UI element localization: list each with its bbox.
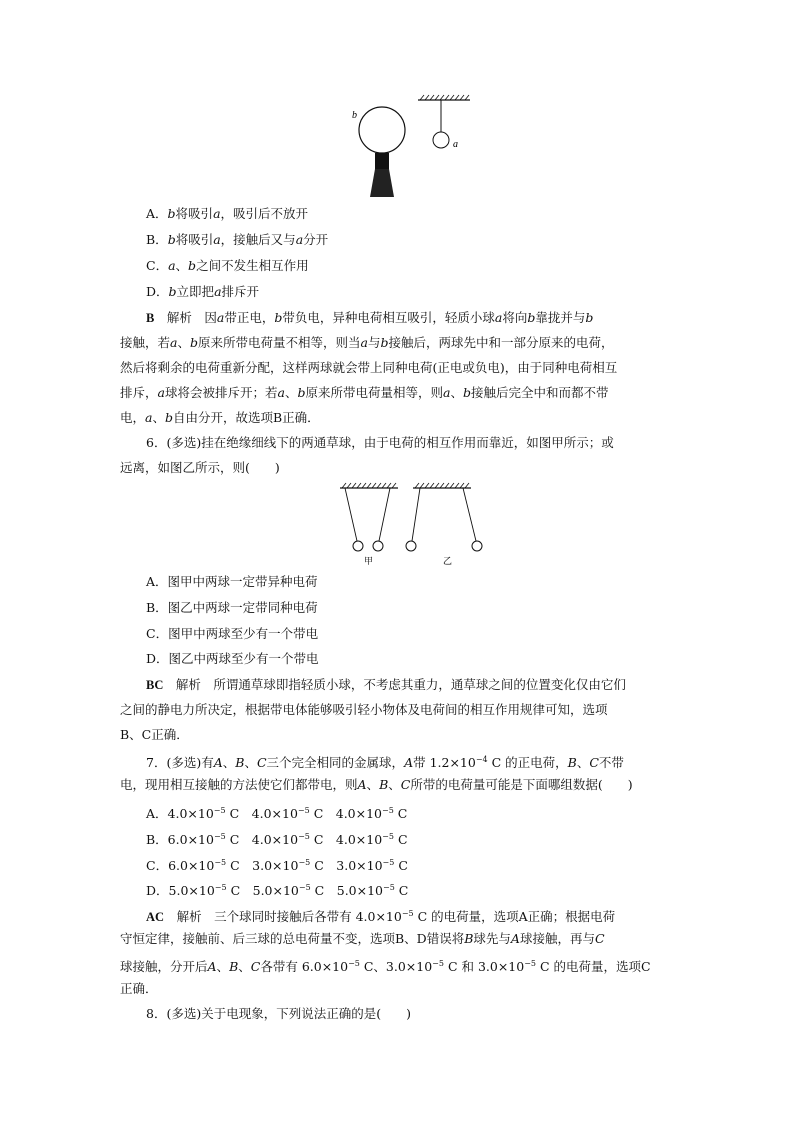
q7-option-b: B．$6.0\times 10^{-5}$ C $4.0\times 10^{-5}$ C $4.0\times 10^{-5}$ C — [146, 832, 408, 847]
q5-option-c: C．a、b之间不发生相互作用 — [146, 258, 309, 273]
q5-option-d: D．b立即把a排斥开 — [146, 284, 260, 299]
q5-analysis-line3: 然后将剩余的电荷重新分配，这样两球就会带上同种电荷(正电或负电)，由于同种电荷相互 — [120, 360, 618, 375]
q7-option-d: D．$5.0\times 10^{-5}$ C $5.0\times 10^{-5}$ C $5.0\times 10^{-5}$ C — [146, 883, 409, 898]
label-jia: 甲 — [364, 556, 374, 566]
q8-stem: 8．(多选)关于电现象，下列说法正确的是( ) — [146, 1006, 411, 1021]
q7-option-c: C．$6.0\times 10^{-5}$ C $3.0\times 10^{-5}$ C $3.0\times 10^{-5}$ C — [146, 858, 408, 873]
q7-stem-line1: 7．(多选)有A、B、C三个完全相同的金属球，A带 $1.2\times 10^{-4}$ C 的正电荷，B、C不带 — [146, 755, 624, 770]
label-a: a — [453, 139, 458, 150]
q5-analysis-line2: 接触，若a、b原来所带电荷量不相等，则当a与b接触后，两球先中和一部分原来的电荷， — [120, 335, 614, 350]
q6-option-a: A．图甲中两球一定带异种电荷 — [146, 574, 318, 589]
q5-option-a: A．b将吸引a，吸引后不放开 — [146, 206, 309, 221]
label-yi: 乙 — [443, 556, 453, 566]
q6-answer: BC — [146, 678, 164, 692]
q7-answer: AC — [146, 910, 165, 924]
q7-analysis-line1: AC 解析 三个球同时接触后各带有 $4.0\times 10^{-5}$ C 的电荷量，选项A正确；根据电荷 — [146, 909, 616, 924]
q6-option-c: C．图甲中两球至少有一个带电 — [146, 626, 319, 641]
q6-stem-line1: 6．(多选)挂在绝缘细线下的两通草球，由于电荷的相互作用而靠近，如图甲所示；或 — [146, 435, 614, 450]
q5-option-b: B．b将吸引a，接触后又与a分开 — [146, 232, 329, 247]
q5-analysis-line4: 排斥，a球将会被排斥开；若a、b原来所带电荷量相等，则a、b接触后完全中和而都不带 — [120, 385, 609, 400]
q6-analysis-line1: BC 解析 所谓通草球即指轻质小球，不考虑其重力，通草球之间的位置变化仅由它们 — [146, 677, 626, 692]
q7-analysis-line3: 球接触，分开后A、B、C各带有 $6.0\times 10^{-5}$ C、$3.0\times 10^{-5}$ C 和 $3.0\times 10^{-5}$ C 的电荷量，选项C — [120, 959, 651, 974]
q6-option-d: D．图乙中两球至少有一个带电 — [146, 651, 319, 666]
q7-analysis-line4: 正确． — [120, 981, 158, 996]
q5-analysis-line1: B 解析 因a带正电，b带负电，异种电荷相互吸引，轻质小球a将向b靠拢并与b — [146, 310, 594, 325]
figure-pith-balls — [0, 480, 794, 570]
figure-charged-spheres — [0, 90, 794, 290]
q6-analysis-line3: B、C正确． — [120, 727, 189, 742]
q6-stem-line2: 远离，如图乙所示，则( ) — [120, 460, 280, 475]
q6-analysis-line2: 之间的静电力所决定，根据带电体能够吸引轻小物体及电荷间的相互作用规律可知，选项 — [120, 702, 608, 717]
q7-option-a: A．$4.0\times 10^{-5}$ C $4.0\times 10^{-5}$ C $4.0\times 10^{-5}$ C — [146, 806, 408, 821]
q5-answer: B — [146, 311, 155, 325]
label-b: b — [352, 110, 357, 121]
q6-option-b: B．图乙中两球一定带同种电荷 — [146, 600, 318, 615]
q7-stem-line2: 电，现用相互接触的方法使它们都带电，则A、B、C所带的电荷量可能是下面哪组数据( ) — [120, 777, 633, 792]
q5-analysis-line5: 电，a、b自由分开，故选项B正确． — [120, 410, 320, 425]
q7-analysis-line2: 守恒定律，接触前、后三球的总电荷量不变，选项B、D错误将B球先与A球接触，再与C — [120, 931, 605, 946]
